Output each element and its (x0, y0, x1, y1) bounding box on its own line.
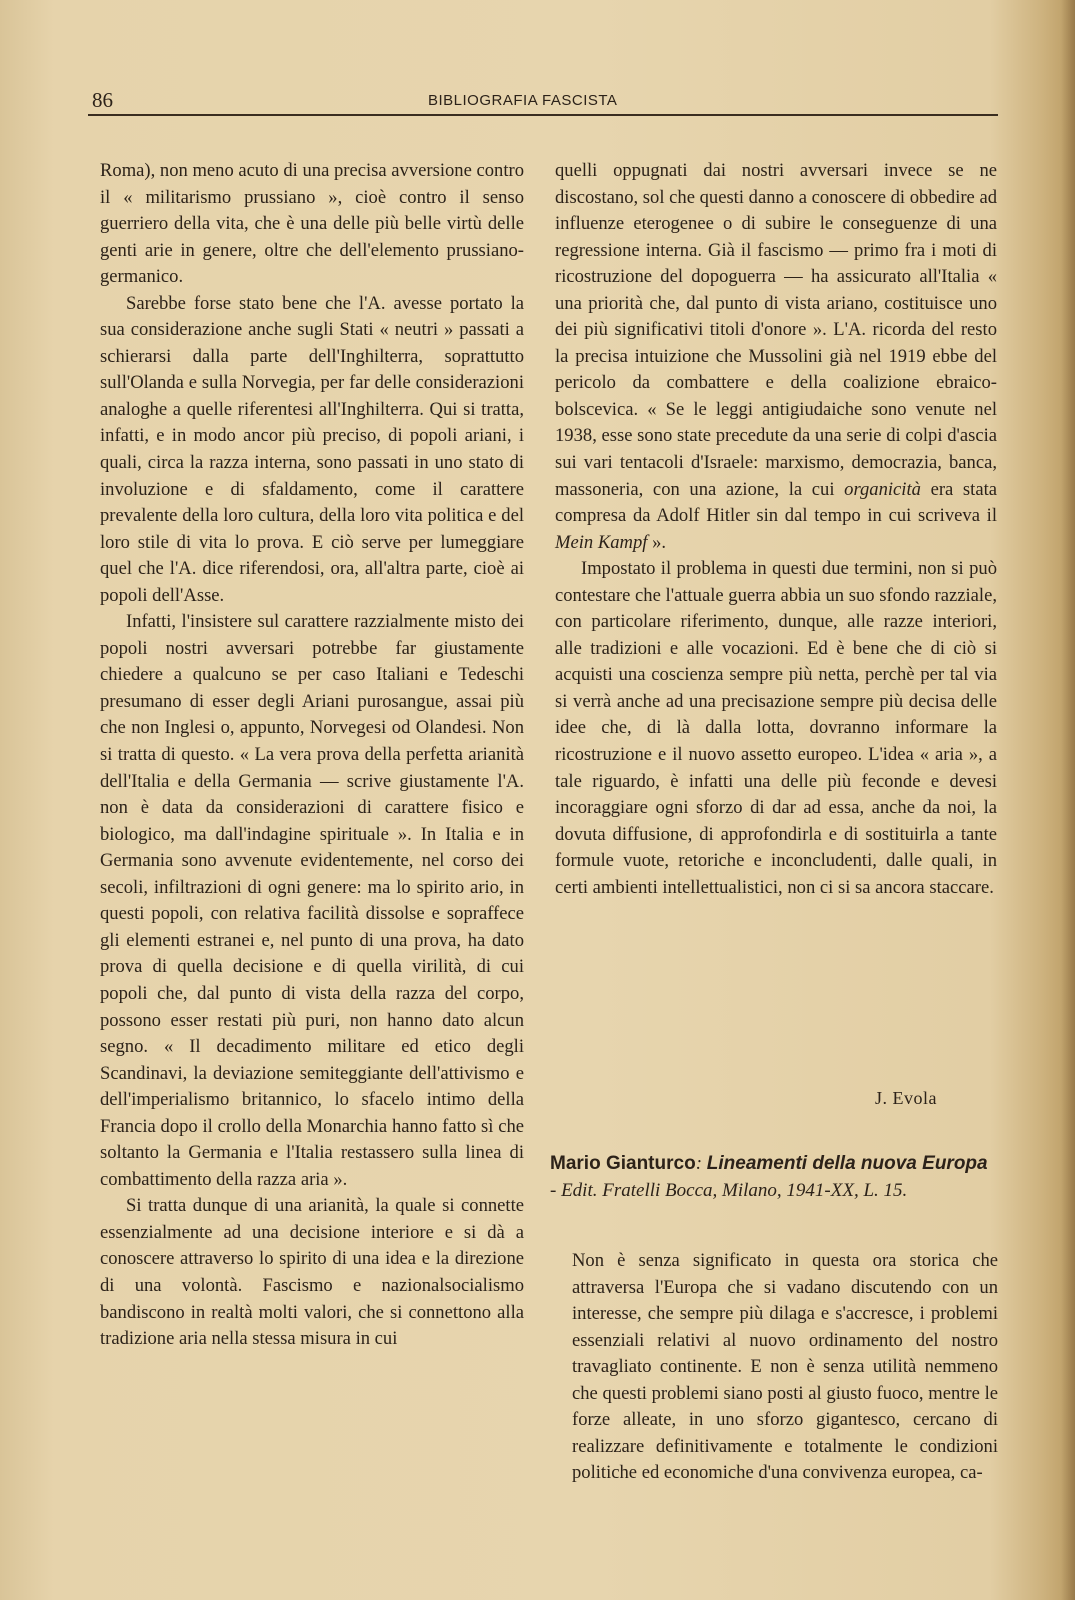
page-header (88, 86, 998, 112)
right-paragraph-1-mid: era stata compresa da Adolf Hitler sin dal tempo in cui scriveva il (555, 478, 997, 527)
left-paragraph-4: Si tratta dunque di una arianità, la quale si connette essenzialmente ad una decisione interiore e si dà a conoscere attraverso lo spirito di una idea e la direzione di una volontà. Fascismo e nazionalsocialismo bandiscono in realtà molti valori, che si connettono alla tradizione aria nella stessa misura in cui (100, 1195, 524, 1350)
review-year-price: 1941-XX, L. 15. (781, 1180, 908, 1201)
review-sep: : (695, 1153, 707, 1174)
page-edge-shadow (1061, 0, 1075, 1600)
right-column (555, 158, 997, 901)
review-dash: - (550, 1180, 562, 1201)
review-publisher: Edit. Fratelli Bocca, Milano, (561, 1180, 782, 1201)
left-paragraph-1: Roma), non meno acuto di una precisa avversione contro il « militarismo prussiano », cioè contro il senso guerriero della vita, che è una delle più belle virtù delle genti arie in genere, oltre che dell'elemento prussiano-germanico. (100, 160, 524, 288)
left-column (100, 158, 524, 1353)
header-rule (88, 114, 998, 116)
review-book-title: Lineamenti della nuova Europa (706, 1153, 988, 1174)
review-body (572, 1248, 998, 1487)
italic-organicita: organicità (844, 478, 921, 500)
left-paragraph-2: Sarebbe forse stato bene che l'A. avesse portato la sua considerazione anche sugli Stati « neutri » passati a schierarsi dalla parte dell'Inghilterra, soprattutto sull'Olanda e sulla Norvegia, per far delle considerazioni analoghe a quelle riferentesi all'Inghilterra. Qui si tratta, infatti, e in modo ancor più preciso, di popoli ariani, i quali, circa la razza interna, sono passati in uno stato di involuzione e di sfaldamento, come il carattere prevalente della loro cultura, della loro vita politica e del loro stile di vita lo prova. E ciò serve per lumeggiare quel che l'A. dice riferendosi, ora, all'altra parte, cioè ai popoli dell'Asse. (100, 292, 524, 606)
right-paragraph-1-text: quelli oppugnati dai nostri avversari invece se ne discostano, sol che questi danno a conoscere di obbedire ad influenze eterogenee o di subire le conseguenze di una regressione interna. Già il fascismo — primo fra i moti di ricostruzione del dopoguerra — ha assicurato all'Italia « una priorità che, dal punto di vista ariano, costituisce uno dei più significativi titoli d'onore ». L'A. ricorda del resto la precisa intuizione che Mussolini già nel 1919 ebbe del pericolo da combattere e della coalizione ebraico-bolscevica. « Se le leggi antigiudaiche sono venute nel 1938, esse sono state precedute da una serie di colpi d'ascia sui vari tentacoli d'Israele: marxismo, democrazia, banca, massoneria, con una azione, la cui (555, 160, 997, 500)
page-number: 86 (92, 88, 113, 112)
review-heading (550, 1150, 998, 1204)
italic-mein-kampf: Mein Kampf (555, 531, 648, 553)
running-title: BIBLIOGRAFIA FASCISTA (428, 92, 618, 109)
left-paragraph-3: Infatti, l'insistere sul carattere razzialmente misto dei popoli nostri avversari potrebbe far giustamente chiedere a qualcuno se per caso Italiani e Tedeschi presumano di esser degli Ariani purosangue, assai più che non Inglesi o, appunto, Norvegesi od Olandesi. Non si tratta di questo. « La vera prova della perfetta arianità dell'Italia e della Germania — scrive giustamente l'A. non è data da considerazioni di carattere fisico e biologico, ma dall'indagine spirituale ». In Italia e in Germania sono avvenute evidentemente, nel corso dei secoli, infiltrazioni di ogni genere: ma lo spirito ario, in questi popoli, con relativa facilità dissolse e sopraffece gli elementi estranei e, nel punto di una prova, ha dato prova di quella decisione e di quella virilità, di cui popoli che, dal punto di vista della razza del corpo, possono esser restati più puri, non hanno dato alcun segno. « Il decadimento militare ed etico degli Scandinavi, la deviazione semiteggiante dell'attivismo e dell'imperialismo britannico, lo sfacelo intimo della Francia dopo il crollo della Monarchia hanno fatto sì che soltanto la Germania e l'Italia restassero sulla linea di combattimento della razza aria ». (100, 611, 524, 1190)
review-paragraph: Non è senza significato in questa ora storica che attraversa l'Europa che si vadano discutendo con un interesse, che sempre più dilaga e s'accresce, i problemi essenziali relativi al nuovo ordinamento del nostro travagliato continente. E non è senza utilità nemmeno che questi problemi siano posti al giusto fuoco, mentre le forze alleate, in uno sforzo gigantesco, cercano di realizzare definitivamente e totalmente le condizioni politiche ed economiche d'una convivenza europea, ca- (572, 1250, 998, 1483)
review-author: Mario Gianturco (550, 1153, 696, 1174)
right-paragraph-1 (555, 158, 997, 556)
right-paragraph-2: Impostato il problema in questi due termini, non si può contestare che l'attuale guerra abbia un suo sfondo razziale, con particolare riferimento, dunque, alle razze interiori, alle tradizioni e alle vocazioni. Ed è bene che di ciò si acquisti una coscienza sempre più netta, perchè per tal via si verrà anche ad una precisazione sempre più decisa delle idee che, di là dalla lotta, dovranno informare la ricostruzione e il nuovo assetto europeo. L'idea « aria », a tale riguardo, è infatti una delle più feconde e devesi incoraggiare ogni sforzo di dar ad essa, anche da noi, la dovuta diffusione, di approfondirla e di sostituirla a tante formule vuote, retoriche e inconcludenti, dalle quali, in certi ambienti intellettualistici, non ci si sa ancora staccare. (555, 558, 997, 898)
right-paragraph-1-end: ». (647, 531, 667, 553)
author-signature: J. Evola (875, 1088, 937, 1108)
